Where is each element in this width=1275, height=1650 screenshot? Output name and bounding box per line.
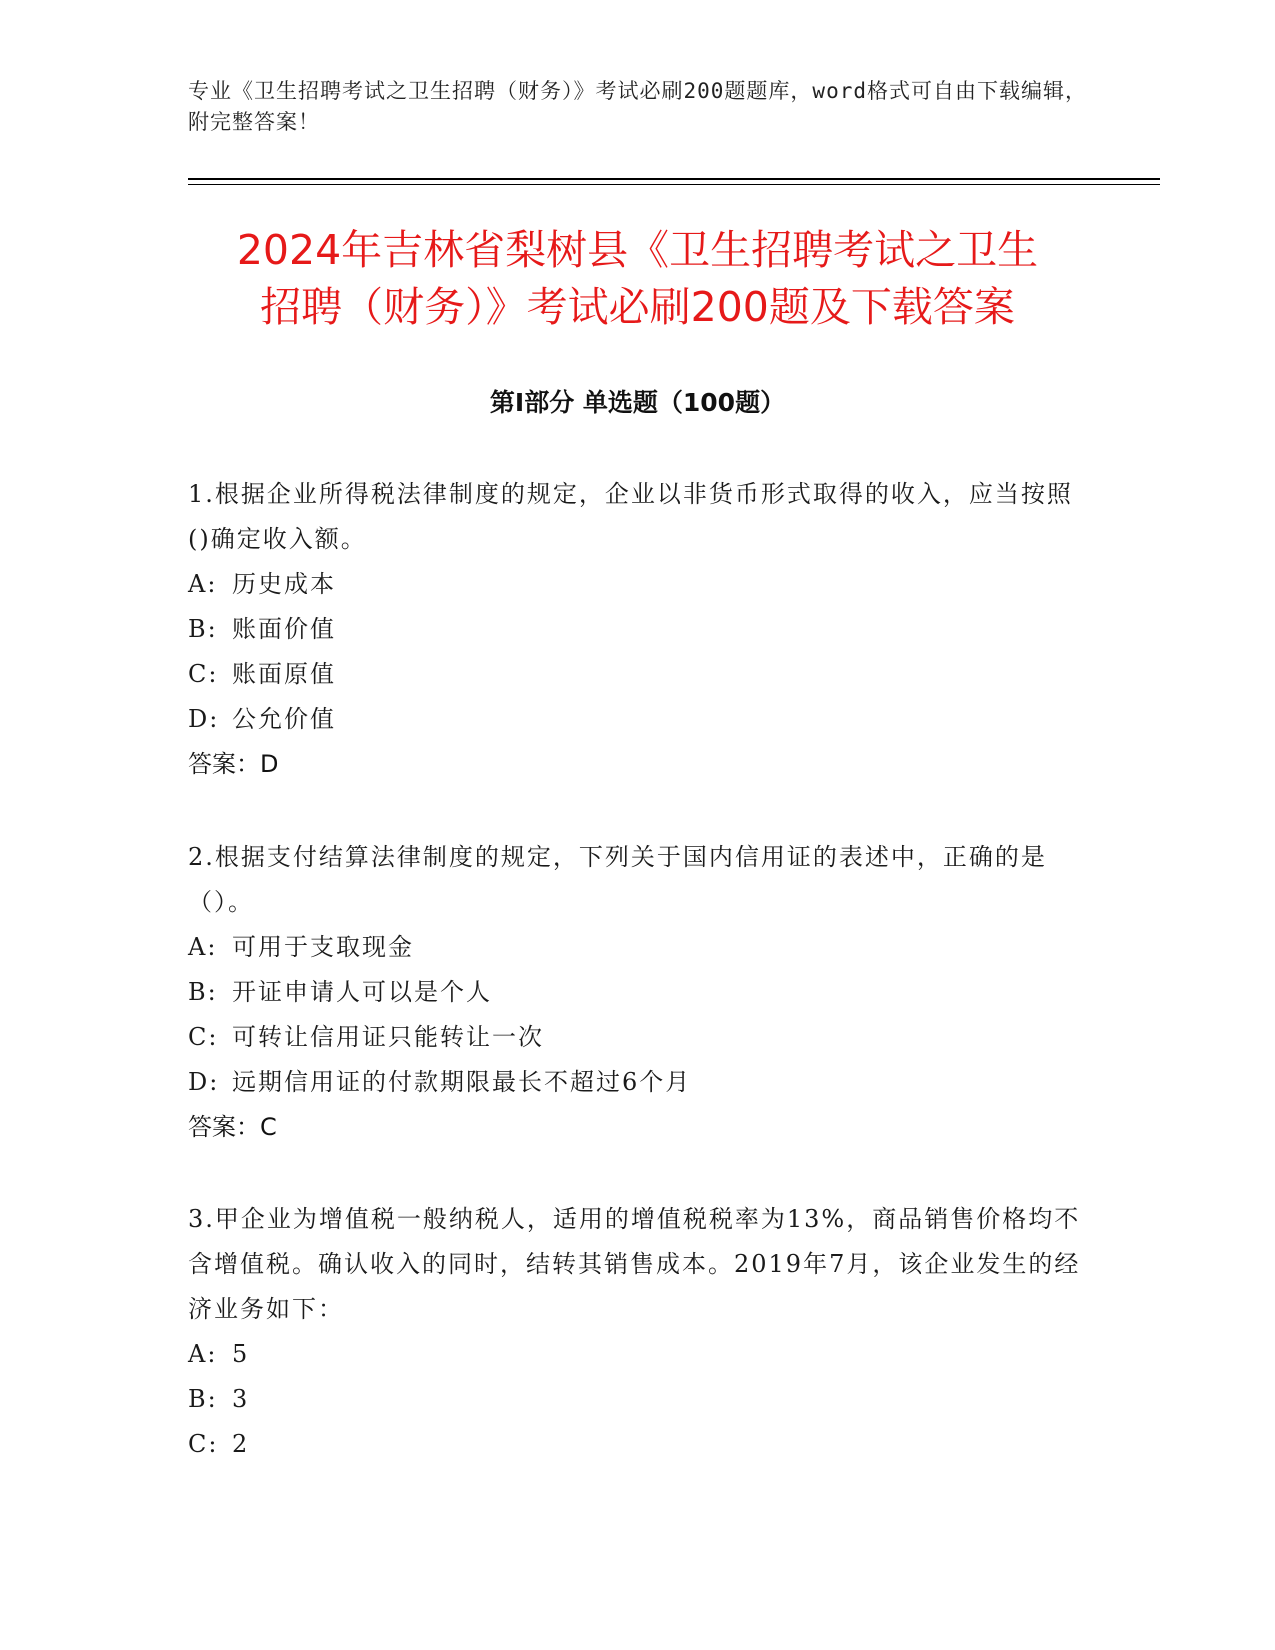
- option-key: B:: [188, 615, 218, 643]
- option-text: 3: [232, 1385, 250, 1413]
- title-line-2: 招聘（财务）》考试必刷200题及下载答案: [260, 283, 1015, 331]
- option-key: D:: [188, 1068, 220, 1096]
- option-key: C:: [188, 1430, 219, 1458]
- option-text: 可用于支取现金: [232, 933, 414, 961]
- option-text: 公允价值: [232, 705, 336, 733]
- question-stem: 2.根据支付结算法律制度的规定，下列关于国内信用证的表述中，正确的是（）。: [188, 843, 1047, 916]
- option-b: [188, 607, 1088, 652]
- answer: 答案：D: [188, 750, 279, 778]
- question-stem: 3.甲企业为增值税一般纳税人，适用的增值税税率为13%，商品销售价格均不含增值税。确认收入的同时，结转其销售成本。2019年7月，该企业发生的经济业务如下：: [188, 1205, 1081, 1323]
- option-key: C:: [188, 1023, 219, 1051]
- option-key: D:: [188, 705, 220, 733]
- option-d: [188, 1060, 1088, 1105]
- option-d: [188, 697, 1088, 742]
- option-text: 历史成本: [232, 570, 336, 598]
- option-b: [188, 970, 1088, 1015]
- option-key: B:: [188, 1385, 218, 1413]
- option-c: [188, 1015, 1088, 1060]
- option-text: 可转让信用证只能转让一次: [232, 1023, 544, 1051]
- header-note: 专业《卫生招聘考试之卫生招聘（财务）》考试必刷200题题库，word格式可自由下载编辑，附完整答案！: [188, 79, 1087, 134]
- option-text: 账面价值: [232, 615, 336, 643]
- header-divider-thin: [188, 184, 1160, 185]
- title-line-1: 2024年吉林省梨树县《卫生招聘考试之卫生: [236, 226, 1039, 274]
- option-a: [188, 925, 1088, 970]
- option-key: A:: [188, 1340, 218, 1368]
- option-c: [188, 652, 1088, 697]
- question-3: [188, 1197, 1088, 1467]
- document-title: [150, 222, 1125, 336]
- option-text: 账面原值: [232, 660, 336, 688]
- option-key: B:: [188, 978, 218, 1006]
- option-a: [188, 562, 1088, 607]
- option-text: 开证申请人可以是个人: [232, 978, 492, 1006]
- option-c: [188, 1422, 1088, 1467]
- question-stem: 1.根据企业所得税法律制度的规定，企业以非货币形式取得的收入，应当按照()确定收入额。: [188, 480, 1073, 553]
- option-key: A:: [188, 570, 218, 598]
- option-text: 5: [232, 1340, 250, 1368]
- option-text: 远期信用证的付款期限最长不超过6个月: [232, 1068, 692, 1096]
- section-heading: 第I部分 单选题（100题）: [489, 388, 786, 417]
- option-key: A:: [188, 933, 218, 961]
- question-2: [188, 835, 1088, 1150]
- header-divider-thick: [188, 178, 1160, 180]
- option-b: [188, 1377, 1088, 1422]
- answer: 答案：C: [188, 1113, 277, 1141]
- question-1: [188, 472, 1088, 787]
- option-text: 2: [232, 1430, 250, 1458]
- option-a: [188, 1332, 1088, 1377]
- option-key: C:: [188, 660, 219, 688]
